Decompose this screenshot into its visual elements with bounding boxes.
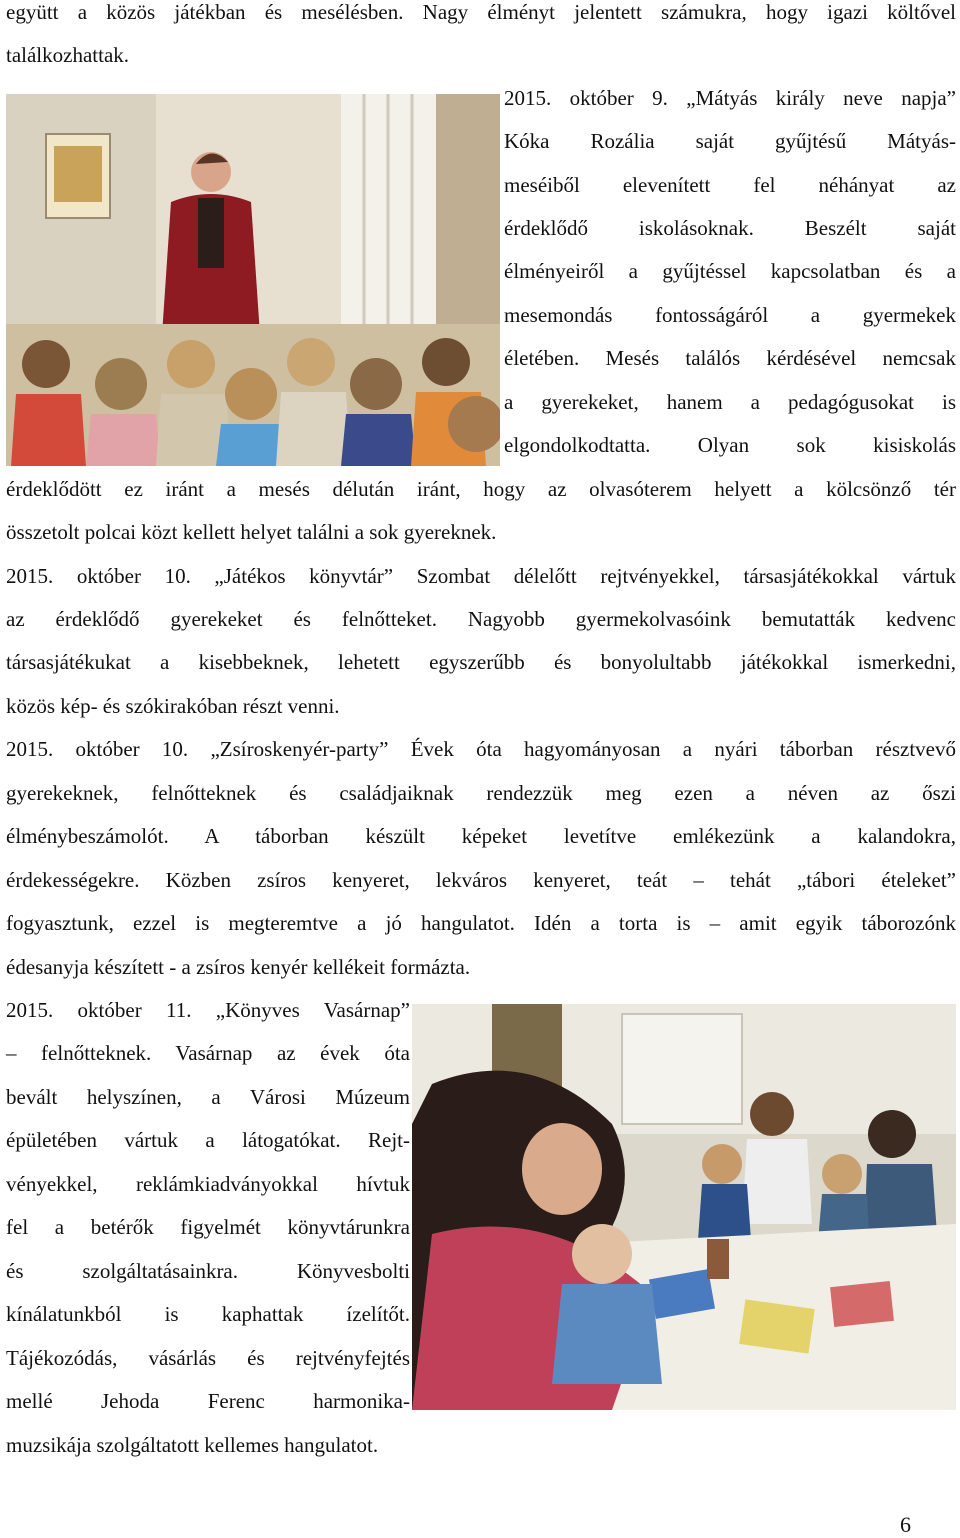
- event3-line-5: fogyasztunk, ezzel is megteremtve a jó hangulatot. Idén a torta is – amit egyik táborozónk: [6, 911, 956, 935]
- event1-line-8: a gyerekeket, hanem a pedagógusokat is: [504, 390, 956, 414]
- event1-line-6: mesemondás fontosságáról a gyermekek: [504, 303, 956, 327]
- event4-line-4: épületében vártuk a látogatókat. Rejt-: [6, 1128, 410, 1152]
- intro-line-2: találkozhattak.: [6, 43, 130, 67]
- event1-line-4: érdeklődő iskolásoknak. Beszélt saját: [504, 216, 956, 240]
- event1-line-10: érdeklődött ez iránt a mesés délután iránt, hogy az olvasóterem helyett a kölcsönző tér: [6, 477, 956, 501]
- event2-line-4: közös kép- és szókirakóban részt venni.: [6, 694, 340, 718]
- craft-table-photo: [412, 1004, 956, 1410]
- event1-line-2: Kóka Rozália saját gyűjtésű Mátyás-: [504, 129, 956, 153]
- event4-line-2: – felnőtteknek. Vasárnap az évek óta: [6, 1041, 410, 1065]
- event4-line-1: 2015. október 11. „Könyves Vasárnap”: [6, 998, 410, 1022]
- event1-line-11: összetolt polcai közt kellett helyet találni a sok gyereknek.: [6, 520, 497, 544]
- event4-line-11: muzsikája szolgáltatott kellemes hangulatot.: [6, 1433, 379, 1457]
- event1-line-1: 2015. október 9. „Mátyás király neve napja”: [504, 86, 956, 110]
- event4-line-8: kínálatunkból is kaphattak ízelítőt.: [6, 1302, 410, 1326]
- page-number: 6: [900, 1512, 911, 1537]
- event4-line-5: vényekkel, reklámkiadványokkal hívtuk: [6, 1172, 410, 1196]
- event4-line-6: fel a betérők figyelmét könyvtárunkra: [6, 1215, 410, 1239]
- event2-line-3: társasjátékukat a kisebbeknek, lehetett egyszerűbb és bonyolultabb játékokkal ismerkedni,: [6, 650, 956, 674]
- event1-line-5: élményeiről a gyűjtéssel kapcsolatban és a: [504, 259, 956, 283]
- event3-line-1: 2015. október 10. „Zsíroskenyér-party” Évek óta hagyományosan a nyári táborban résztvevő: [6, 737, 956, 761]
- event2-line-1: 2015. október 10. „Játékos könyvtár” Szombat délelőtt rejtvényekkel, társasjátékokkal vártuk: [6, 564, 956, 588]
- event3-line-3: élménybeszámolót. A táborban készült képeket levetítve emlékezünk a kalandokra,: [6, 824, 956, 848]
- event2-line-2: az érdeklődő gyerekeket és felnőtteket. Nagyobb gyermekolvasóink bemutatták kedvenc: [6, 607, 956, 631]
- event4-line-10: mellé Jehoda Ferenc harmonika-: [6, 1389, 410, 1413]
- event3-line-4: érdekességekre. Közben zsíros kenyeret, lekváros kenyeret, teát – tehát „tábori ételeket”: [6, 868, 956, 892]
- event4-line-7: és szolgáltatásainkra. Könyvesbolti: [6, 1259, 410, 1283]
- event3-line-2: gyerekeknek, felnőtteknek és családjaiknak rendezzük meg ezen a néven az őszi: [6, 781, 956, 805]
- event1-line-9: elgondolkodtatta. Olyan sok kisiskolás: [504, 433, 956, 457]
- event4-line-3: bevált helyszínen, a Városi Múzeum: [6, 1085, 410, 1109]
- event4-line-9: Tájékozódás, vásárlás és rejtvényfejtés: [6, 1346, 410, 1370]
- storytelling-photo: [6, 94, 500, 466]
- event1-line-3: meséiből elevenített fel néhányat az: [504, 173, 956, 197]
- intro-line-1: együtt a közös játékban és mesélésben. Nagy élményt jelentett számukra, hogy igazi költővel: [6, 0, 956, 24]
- event1-line-7: életében. Mesés találós kérdésével nemcsak: [504, 346, 956, 370]
- event3-line-6: édesanyja készített - a zsíros kenyér kellékeit formázta.: [6, 955, 471, 979]
